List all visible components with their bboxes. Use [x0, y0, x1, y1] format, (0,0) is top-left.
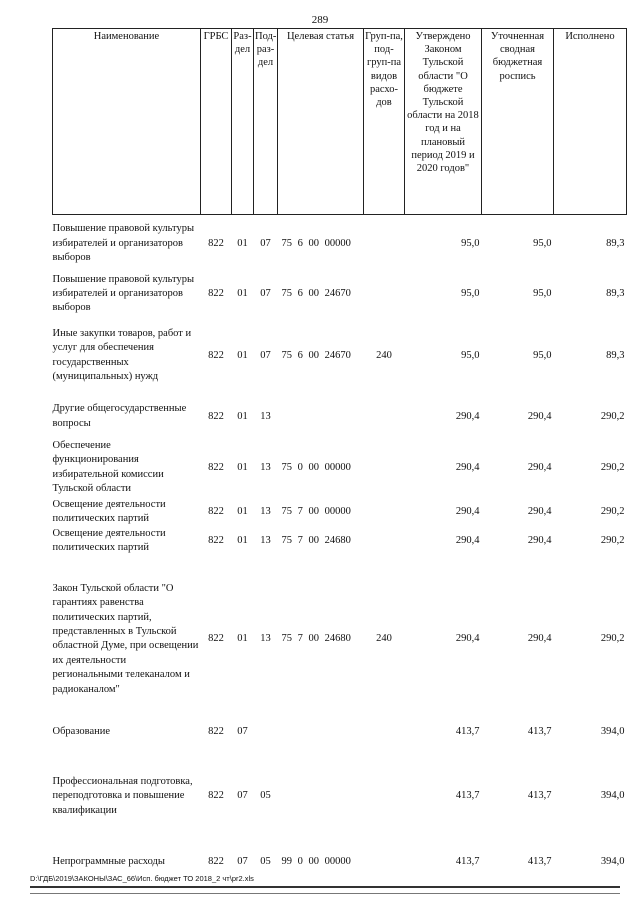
- row-refined-amount: 290,4: [527, 534, 552, 546]
- row-podrazdel: 07: [260, 349, 271, 361]
- row-name: Профессиональная подготовка, переподготовка и повышение квалификации: [52, 775, 193, 816]
- row-executed-amount: 290,2: [600, 534, 625, 546]
- row-executed-amount: 394,0: [600, 790, 625, 802]
- row-target-article: 75 6 00 24670: [281, 349, 351, 361]
- row-razdel: 07: [237, 856, 248, 868]
- row-razdel: 01: [237, 505, 248, 517]
- row-approved-amount: 95,0: [461, 349, 480, 361]
- row-expense-type: [364, 498, 405, 527]
- row-refined-amount: 290,4: [527, 410, 552, 422]
- row-expense-type: [364, 759, 405, 833]
- row-podrazdel: 13: [260, 461, 271, 473]
- row-razdel: 07: [237, 790, 248, 802]
- table-row: [53, 715, 627, 749]
- footer-rule-thin: [30, 893, 620, 894]
- row-approved-amount: 290,4: [455, 505, 480, 517]
- row-name: Непрограммные расходы: [52, 856, 165, 868]
- row-podrazdel: 13: [260, 505, 271, 517]
- budget-execution-table: [52, 28, 627, 881]
- row-executed-amount: 290,2: [600, 461, 625, 473]
- row-spacer: [53, 833, 627, 843]
- row-refined-amount: 95,0: [533, 349, 552, 361]
- row-name: Образование: [52, 726, 111, 738]
- row-executed-amount: 290,2: [600, 633, 625, 645]
- header-approved: Утверждено Законом Тульской области "О бюджете Тульской области на 2018 год и на плановый период 2019 и 2020 годов": [405, 29, 482, 215]
- header-name: Наименование: [53, 29, 201, 215]
- row-target-article: 75 0 00 00000: [281, 461, 351, 473]
- row-grbs: 822: [208, 534, 224, 546]
- row-refined-amount: 95,0: [533, 237, 552, 249]
- row-grbs: 822: [208, 633, 224, 645]
- table-row: [53, 316, 627, 396]
- row-name: Другие общегосударственные вопросы: [52, 403, 187, 429]
- row-razdel: 01: [237, 461, 248, 473]
- row-expense-type: 240: [376, 349, 392, 361]
- row-approved-amount: 413,7: [455, 726, 480, 738]
- row-name: Освещение деятельности политических партий: [52, 498, 166, 525]
- row-grbs: 822: [208, 726, 224, 738]
- row-razdel: 01: [237, 534, 248, 546]
- row-refined-amount: 290,4: [527, 633, 552, 645]
- row-executed-amount: 89,3: [606, 237, 625, 249]
- header-row: [53, 29, 627, 215]
- row-razdel: 01: [237, 349, 248, 361]
- row-grbs: 822: [208, 790, 224, 802]
- row-target-article: [278, 396, 364, 438]
- row-name: Повышение правовой культуры избирателей и организаторов выборов: [52, 223, 195, 263]
- table-row: [53, 215, 627, 273]
- row-executed-amount: 89,3: [606, 287, 625, 299]
- row-podrazdel: 05: [260, 856, 271, 868]
- table-body: [53, 215, 627, 882]
- row-expense-type: [364, 527, 405, 556]
- row-refined-amount: 413,7: [527, 790, 552, 802]
- row-executed-amount: 394,0: [600, 726, 625, 738]
- row-target-article: 75 7 00 24680: [281, 633, 351, 645]
- row-razdel: 01: [237, 237, 248, 249]
- row-approved-amount: 290,4: [455, 410, 480, 422]
- header-refined: Уточненная сводная бюджетная роспись: [482, 29, 554, 215]
- row-refined-amount: 95,0: [533, 287, 552, 299]
- row-expense-type: [364, 273, 405, 316]
- row-podrazdel: 13: [260, 633, 271, 645]
- row-executed-amount: 290,2: [600, 410, 625, 422]
- row-podrazdel: 05: [260, 790, 271, 802]
- row-grbs: 822: [208, 349, 224, 361]
- table-row: [53, 759, 627, 833]
- row-target-article: 75 6 00 00000: [281, 237, 351, 249]
- row-target-article: [278, 715, 364, 749]
- row-target-article: [278, 759, 364, 833]
- row-spacer-cell: [53, 555, 627, 569]
- row-refined-amount: 290,4: [527, 505, 552, 517]
- row-expense-type: 240: [376, 633, 392, 645]
- row-expense-type: [364, 396, 405, 438]
- row-approved-amount: 413,7: [455, 856, 480, 868]
- row-expense-type: [364, 715, 405, 749]
- row-refined-amount: 413,7: [527, 856, 552, 868]
- row-grbs: 822: [208, 856, 224, 868]
- table-row: [53, 527, 627, 556]
- row-spacer: [53, 555, 627, 569]
- row-target-article: 75 7 00 24680: [281, 534, 351, 546]
- row-approved-amount: 413,7: [455, 790, 480, 802]
- row-approved-amount: 290,4: [455, 534, 480, 546]
- row-grbs: 822: [208, 505, 224, 517]
- table-row: [53, 438, 627, 498]
- table-row: [53, 273, 627, 316]
- row-grbs: 822: [208, 461, 224, 473]
- row-refined-amount: 413,7: [527, 726, 552, 738]
- footer-file-path: D:\ГДБ\2019\ЗАКОНЫ\ЗАС_66\Исп. бюджет ТО 2018_2 чт\pr2.xls: [30, 874, 254, 883]
- row-podrazdel: 13: [260, 534, 271, 546]
- row-name: Закон Тульской области "О гарантиях равенства политических партий, представленных в Тульской областной Думе, при освещении их деятельности региональными телеканалом и радиоканалом": [52, 582, 199, 695]
- row-executed-amount: 290,2: [600, 505, 625, 517]
- row-grbs: 822: [208, 237, 224, 249]
- row-approved-amount: 95,0: [461, 237, 480, 249]
- header-target: Целевая статья: [278, 29, 364, 215]
- table-row: [53, 498, 627, 527]
- row-expense-type: [364, 215, 405, 273]
- row-approved-amount: 95,0: [461, 287, 480, 299]
- row-name: Обеспечение функционирования избирательной комиссии Тульской области: [52, 439, 164, 495]
- row-name: Повышение правовой культуры избирателей и организаторов выборов: [52, 273, 195, 314]
- row-name: Освещение деятельности политических партий: [52, 527, 166, 553]
- row-podrazdel: [254, 715, 278, 749]
- footer-rule: [30, 886, 620, 888]
- row-podrazdel: 07: [260, 287, 271, 299]
- row-expense-type: [364, 843, 405, 881]
- row-name: Иные закупки товаров, работ и услуг для обеспечения государственных (муниципальных) нужд: [52, 327, 192, 383]
- header-grbs: ГРБС: [201, 29, 232, 215]
- row-refined-amount: 290,4: [527, 461, 552, 473]
- row-razdel: 01: [237, 287, 248, 299]
- header-podrazdel: Под-раз-дел: [254, 29, 278, 215]
- row-target-article: 75 6 00 24670: [281, 287, 351, 299]
- row-spacer-cell: [53, 749, 627, 759]
- row-spacer-cell: [53, 833, 627, 843]
- row-executed-amount: 89,3: [606, 349, 625, 361]
- row-grbs: 822: [208, 410, 224, 422]
- row-executed-amount: 394,0: [600, 856, 625, 868]
- header-executed: Исполнено: [554, 29, 627, 215]
- row-razdel: 01: [237, 410, 248, 422]
- row-target-article: 75 7 00 00000: [281, 505, 351, 517]
- row-approved-amount: 290,4: [455, 633, 480, 645]
- table-row: [53, 396, 627, 438]
- header-razdel: Раз-дел: [232, 29, 254, 215]
- row-razdel: 01: [237, 633, 248, 645]
- table-row: [53, 569, 627, 709]
- row-podrazdel: 13: [260, 410, 271, 422]
- page-number: 289: [311, 14, 329, 26]
- row-grbs: 822: [208, 287, 224, 299]
- row-approved-amount: 290,4: [455, 461, 480, 473]
- row-podrazdel: 07: [260, 237, 271, 249]
- header-vid: Груп-па, под-груп-па видов расхо-дов: [364, 29, 405, 215]
- row-target-article: 99 0 00 00000: [281, 856, 351, 868]
- row-spacer: [53, 749, 627, 759]
- row-razdel: 07: [237, 726, 248, 738]
- row-expense-type: [364, 438, 405, 498]
